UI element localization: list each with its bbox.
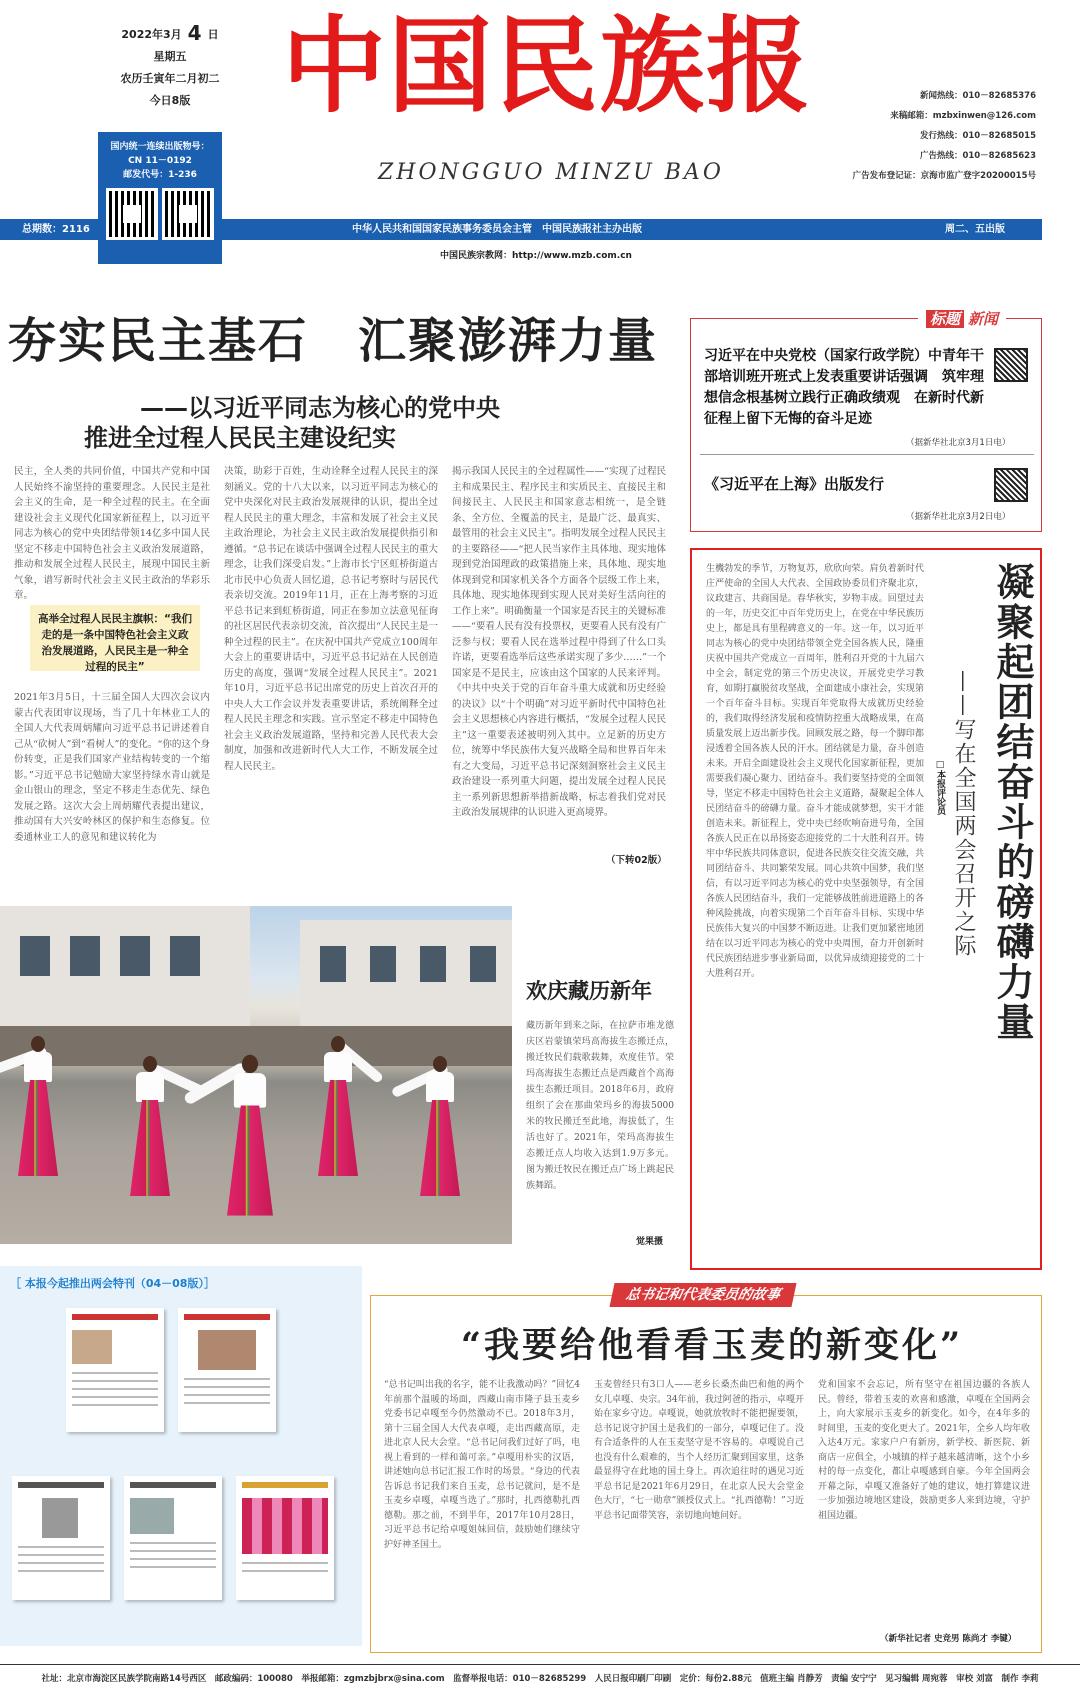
postal-code: 邮发代号：1-236 — [123, 170, 197, 180]
photo-credit: 觉果摄 — [636, 1237, 664, 1247]
page-count: 今日8版 — [149, 94, 191, 107]
news-headline-2[interactable]: 《习近平在上海》出版发行 — [704, 475, 885, 493]
continued-note: （下转02版） — [606, 855, 667, 866]
news-headline-1[interactable]: 习近平在中央党校（国家行政学院）中青年干部培训班开班式上发表重要讲话强调 筑牢理想信念根基树立践行正确政绩观 在新时代新征程上留下无悔的奋斗足迹 — [704, 348, 984, 427]
imprint-footer: 社址：北京市海淀区民族学院南路14号西区 邮政编码：100080 举报邮箱：zgmzbjbrx@sina.com 监督举报电话：010－82685299 人民日报印刷厂印刷 定价：每份2.88元 值班主编 肖静芳 责编 安宁宁 见习编辑 周宛蓉 审校 刘富 制作 李莉 — [41, 1674, 1039, 1684]
special-edition-banner: ［ 本报今起推出两会特刊（04－08版）］ — [10, 1277, 215, 1290]
commentary-title: 凝聚起团结奋斗的磅礴力量 — [990, 562, 1035, 1042]
lead-column: 决策，助彩于百姓，生动诠释全过程人民民主的深刻涵义。党的十八大以来，以习近平同志为核心的党中央深化对民主政治发展规律的认识，提出全过程人民民主的重大理念，丰富和发展了社会主义民主政治理论，为社会主义民主政治发展提供指引和遵循。“总书记在谈话中强调全过程人民民主的重大理念，让我们深受启发。”上海市长宁区虹桥街道古北市民中心负责人回忆道，总书记考察时与居民代表亲切交流。2019年11月，正在上海考察的习近平总书记来到虹桥街道，同正在参加立法意见征询的社区居民代表亲切交流，首次提出“人民民主是一种全过程的民主”。在庆祝中国共产党成立100周年大会上的重要讲话中，习近平总书记站在人民创造历史的高度，强调“发展全过程人民民主”。2021年10月，习近平总书记出席党的历史上首次召开的中央人大工作会议并发表重要讲话，系统阐释全过程人民民主理念和实践。宣示坚定不移走中国特色社会主义政治发展道路，坚持和完善人民代表大会制度，加强和改进新时代人大工作，不断发展全过程人民民主。 — [224, 466, 438, 772]
commentary-body-continued — [706, 990, 1032, 1260]
tag-label: 标题 — [926, 310, 964, 328]
date-day-unit: 日 — [207, 28, 219, 41]
contact-line: 广告热线：010－82685623 — [919, 151, 1036, 161]
lunar-date: 农历壬寅年二月初二 — [120, 72, 220, 85]
page-thumbnail[interactable] — [12, 1476, 110, 1600]
divider — [700, 454, 1034, 455]
lead-headline: 夯实民主基石 汇聚澎湃力量 — [8, 313, 659, 369]
photo-caption: 藏历新年到来之际，在拉萨市堆龙德庆区岩蒙镇荣玛高海拔生态搬迁点，搬迁牧民们载歌载舞，欢度佳节。荣玛高海拔生态搬迁点是西藏首个高海拔生态搬迁项目。2018年6月，政府组织了会在那曲荣玛乡的海拔5000米的牧民搬迁至此地，海拔低了，生活也好了。2021年，荣玛高海拔生态搬迁点人均收入达到1.9万多元。图为搬迁牧民在搬迁点广场上跳起民族舞蹈。 — [526, 1021, 674, 1191]
lead-column: 揭示我国人民民主的全过程属性——“实现了过程民主和成果民主、程序民主和实质民主、直接民主和间接民主、人民民主和国家意志相统一，是全链条、全方位、全覆盖的民主，是最广泛、最真实、最管用的社会主义民主”。指明发展全过程人民民主的主要路径——“把人民当家作主具体地、现实地体现到党治国理政的政策措施上来，具体地、现实地体现到党和国家机关各个方面各个层级工作上来，具体地、现实地体现到实现人民对美好生活向往的工作上来”。明确衡量一个国家是否民主的关键标准——“要看人民有没有投票权，更要看人民有没有广泛参与权；要看人民在选举过程中得到了什么口头许诺，更要看选举后这些承诺实现了多少……”一个国家是不是民主，应该由这个国家的人民来评判。《中共中央关于党的百年奋斗重大成就和历史经验的决议》以“十个明确”对习近平新时代中国特色社会主义思想核心内容进行概括，“发展全过程人民民主”这一重要表述被明列入其中。立足新的历史方位，统筹中华民族伟大复兴战略全局和世界百年未有之大变局，习近平总书记深刻洞察社会主义民主政治建设一系列重大问题，提出发展全过程人民民主一系列新思想新举措新战略，标志着我们党对民主政治发展规律的认识进入更高境界。 — [452, 466, 666, 818]
story-column: “总书记叫出我的名字，能不让我激动吗？”回忆4年前那个温暖的场面，西藏山南市隆子县玉麦乡党委书记卓嘎至今仍然激动不已。2018年3月，第十三届全国人大代表卓嘎，走出西藏高原，走进北京人民大会堂。“总书记问我们过好了吗，电视上看到的一样和蔼可亲。”卓嘎用朴实的汉语，讲述她向总书记汇报工作时的场景。“身边的代表告诉总书记我们来自玉麦，总书记就问，是不是玉麦乡卓嘎，卓嘎当选了。”那时，扎西德勒扎西德勒。那之前，不到半年，2017年10月28日，习近平总书记给卓嘎姐妹回信，鼓励她们继续守护好神圣国土。 — [384, 1380, 580, 1550]
news-source-1: （据新华社北京3月1日电） — [906, 438, 1011, 448]
issue-date — [100, 22, 240, 112]
commentary-body: 生機勃发的季节，万物复苏，欣欣向荣。肩负着新时代庄严使命的全国人大代表、全国政协委员们齐聚北京，议政建言、共商国是。春华秋实，岁物丰成。回望过去的一年，历史交汇中百年党历史上，在党在中华民族历史上，都是具有里程碑意义的一年。这一年，以习近平同志为核心的党中央团结带领全党全国各族人民，隆重庆祝中国共产党成立一百周年，胜利召开党的十九届六中全会，制定党的第三个历史决议，开展党史学习教育，如期打赢脱贫攻坚战，全面建成小康社会，实现第一个百年奋斗目标。实现百年党取得大成就历史经验的，我们取得经济发展和疫情防控重大战略成果，在高质量发展上迈出新步伐。回顾发展之路，每一个脚印都浸透着全国各族人民的汗水。团结就是力量，奋斗创造未来。开启全面建设社会主义现代化国家新征程，更加需要我们凝心聚力、团结奋斗。我们要坚持党的全面领导，坚定不移走中国特色社会主义道路，凝聚起全体人民团结奋斗的磅礴力量。奋斗才能成就梦想，实干才能创造未来。新征程上，党中央已经吹响奋进号角，全国各族人民正在以昂扬姿态迎接党的二十大胜利召开。铸牢中华民族共同体意识，促进各民族交往交流交融，共同团结奋斗、共同繁荣发展。同心共筑中国梦，我们坚信，有以习近平同志为核心的党中央坚强领导，有全国各族人民团结奋斗，我们一定能够战胜前进道路上的各种风险挑战，向着实现第二个百年奋斗目标、实现中华民族伟大复兴的中国梦不断迈进。让我们更加紧密地团结在以习近平同志为核心的党中央周围，奋力开创新时代民族团结进步事业新局面，以优异成绩迎接党的二十大胜利召开。 — [706, 564, 924, 979]
news-source-2: （据新华社北京3月2日电） — [906, 512, 1011, 522]
sponsor-line: 中华人民共和国国家民族事务委员会主管 中国民族报社主办出版 — [352, 224, 642, 235]
contact-line: 新闻热线：010－82685376 — [919, 91, 1036, 101]
story-column: 玉麦曾经只有3口人——老乡长桑杰曲巴和他的两个女儿卓嘎、央宗。34年前，我过阿爸的指示，卓嘎开始在家乡守边。卓嘎说，她就放牧时不能把握要领，总书记说守护国土是我们的一部分，卓嘎记住了。没有合适条件的人在玉麦坚守是不容易的。卓嘎说自己也没有什么艰难的，当个人经历汇聚到国家里，这条最显得守在此地的国土身上。再次追往时的遇见习近平总书记是2021年6月29日，在北京人民大会堂金色大厅，“七一勋章”颁授仪式上。“扎西德勒！”习近平总书记面带笑容，亲切地向她问好。 — [594, 1380, 804, 1521]
contact-line: 广告发布登记证：京海市监广登字20200015号 — [852, 171, 1036, 181]
contact-info — [846, 86, 1036, 186]
serial-label: 国内统一连续出版物号： — [110, 142, 210, 152]
story-title: “我要给他看看玉麦的新变化” — [460, 1325, 964, 1366]
page-thumbnail[interactable] — [124, 1476, 222, 1600]
contact-line: 发行热线：010－82685015 — [919, 131, 1036, 141]
story-tag: 总书记和代表委员的故事 — [609, 1283, 796, 1307]
serial-box — [98, 132, 222, 264]
lead-subhead: 推进全过程人民民主建设纪实 — [84, 424, 396, 452]
lead-subhead: ——以习近平同志为核心的党中央 — [140, 394, 500, 422]
lead-column: 民主，全人类的共同价值，中国共产党和中国人民始终不渝坚持的重要理念。人民民主是社会主义的生命，是一种全过程的民主。在全面建设社会主义现代化国家新征程上，以习近平同志为核心的党中央团结带领14亿多中国人民坚定不移走中国特色社会主义政治发展道路，推动和发展全过程人民民主，展现中国民主新气象，谱写新时代社会主义民主政治的华彩乐章。 — [14, 466, 210, 601]
contact-line: 来稿邮箱：mzbxinwen@126.com — [890, 111, 1036, 121]
qr-code-icon[interactable] — [162, 188, 214, 240]
footer-divider — [0, 1664, 1080, 1665]
tag-label: 新闻 — [968, 310, 999, 328]
date-year: 2022年3月 — [121, 28, 182, 41]
website-link[interactable]: 中国民族宗教网：http://www.mzb.com.cn — [440, 251, 632, 261]
photo-caption-title: 欢庆藏历新年 — [526, 978, 652, 1003]
date-day: 4 — [187, 21, 202, 45]
qr-code-icon[interactable] — [994, 348, 1028, 382]
commentary-subtitle: ——写在全国两会召开之际 — [951, 670, 976, 958]
newspaper-title: 中国民族报 — [282, 4, 813, 127]
issue-total: 总期数：2116 — [22, 224, 90, 235]
qr-code-icon[interactable] — [106, 188, 158, 240]
festival-photo — [0, 906, 512, 1244]
story-byline: （新华社记者 史竞男 陈尚才 李键） — [880, 1634, 1017, 1644]
weekday: 星期五 — [153, 50, 187, 63]
commentary-byline: □本报评论员 — [935, 760, 945, 815]
qr-code-icon[interactable] — [994, 468, 1028, 502]
publish-days: 周二、五出版 — [945, 224, 1005, 235]
serial-number: CN 11－0192 — [128, 156, 192, 166]
headline-news-tag — [918, 308, 1006, 330]
newspaper-pinyin: ZHONGGUO MINZU BAO — [378, 160, 724, 185]
page-thumbnail[interactable] — [236, 1476, 334, 1600]
story-column: 党和国家不会忘记，所有坚守在祖国边疆的各族人民。曾经，带着玉麦的欢喜和感激，卓嘎在全国两会上，向大家展示玉麦乡的新变化。如今，在4年多的时间里，玉麦的变化更大了。2021年，全乡人均年收入达4万元。家家户户有新房，新学校、新医院、新商店一应俱全，小城镇的样子越来越清晰，这个小乡村的每一点变化，都让卓嘎感到自豪。今年全国两会开幕之际，卓嘎又准备好了她的建议，她打算建议进一步加强边境地区建设，鼓励更多人来到边境，守护祖国边疆。 — [818, 1380, 1030, 1521]
lead-column: 2021年3月5日，十三届全国人大四次会议内蒙古代表团审议现场，当了几十年林业工人的全国人大代表周炳耀向习近平总书记讲述着自己从“砍树人”到“看树人”的变化。“你的这个身份转变，正是我们国家产业结构转变的一个缩影。”习近平总书记勉励大家坚持绿水青山就是金山银山的理念，坚定不移走生态优先、绿色发展之路。这次大会上周炳耀代表提出建议，推动国有大兴安岭林区的保护和生态修复。位委通林业工人的意见和建议转化为 — [14, 692, 210, 843]
pull-quote: 高举全过程人民民主旗帜：“我们走的是一条中国特色社会主义政治发展道路，人民民主是一种全过程的民主” — [30, 605, 200, 671]
